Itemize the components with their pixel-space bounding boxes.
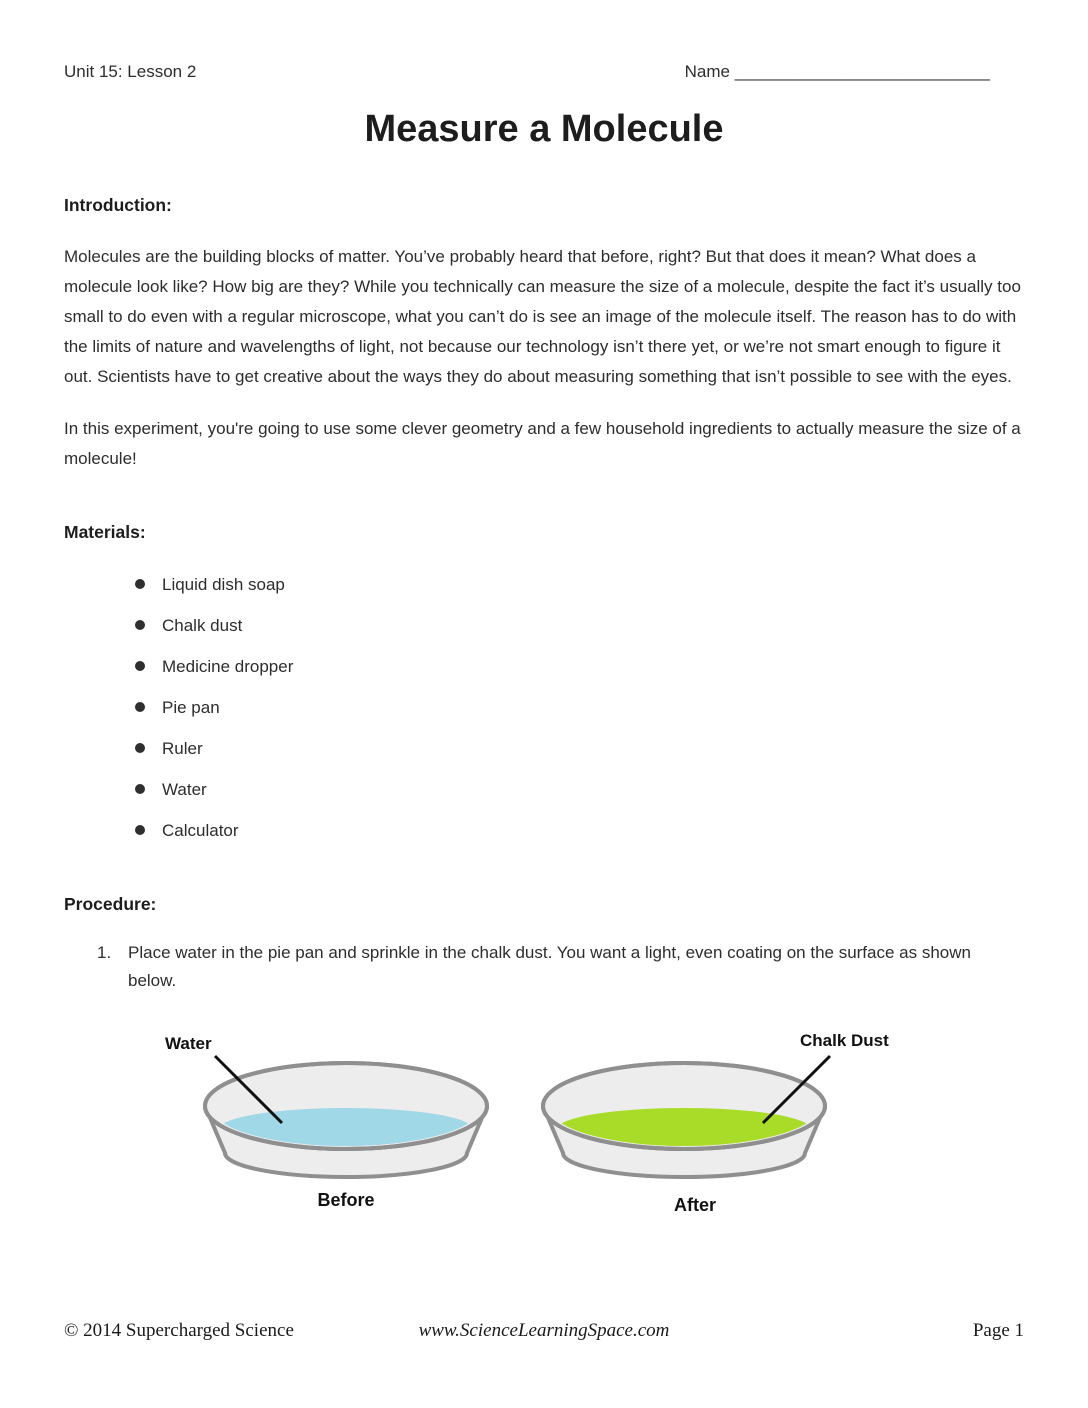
intro-paragraph-1: Molecules are the building blocks of matter. You’ve probably heard that before, right? But that does it mean? What does a molecule look like? How big are they? While you technically can measure the size of a molecule, despite the fact it’s usually too small to do even with a regular microscope, what you can’t do is see an image of the molecule itself. The reason has to do with the limits of nature and wavelengths of light, not because our technology isn’t there yet, or we’re not smart enough to figure it out. Scientists have to get creative about the ways they do about measuring something that isn’t possible to see with the eyes.	[64, 247, 1021, 386]
material-item-label: Water	[162, 780, 207, 799]
page-number: Page 1	[972, 1320, 1024, 1341]
introduction-heading: Introduction:	[64, 195, 172, 215]
bullet-icon	[135, 702, 145, 712]
after-pan	[543, 1031, 889, 1215]
material-item-label: Calculator	[162, 821, 239, 840]
after-caption: After	[673, 1195, 717, 1215]
lesson-label: Unit 15: Lesson 2	[64, 62, 197, 81]
name-label: Name	[684, 62, 730, 81]
list-item	[135, 776, 1024, 803]
list-item	[135, 571, 1024, 598]
name-field	[685, 62, 1024, 82]
chalk-dust-label: Chalk Dust	[800, 1031, 889, 1050]
before-caption: Before	[317, 1190, 375, 1210]
material-item-label: Pie pan	[162, 698, 220, 717]
website-text: www.ScienceLearningSpace.com	[418, 1320, 670, 1341]
list-item	[135, 612, 1024, 639]
before-pan	[165, 1034, 487, 1210]
step-number: 1.	[97, 943, 112, 962]
procedure-step-1	[97, 939, 1024, 995]
bullet-icon	[135, 579, 145, 589]
page-header	[64, 0, 1024, 82]
materials-list	[135, 571, 1024, 844]
list-item	[135, 817, 1024, 844]
page-title: Measure a Molecule	[364, 108, 724, 150]
step-text: Place water in the pie pan and sprinkle in the chalk dust. You want a light, even coating on the surface as shown below.	[128, 943, 971, 990]
bullet-icon	[135, 825, 145, 835]
list-item	[135, 694, 1024, 721]
materials-heading: Materials:	[64, 522, 146, 542]
material-item-label: Liquid dish soap	[162, 575, 285, 594]
material-item-label: Chalk dust	[162, 616, 243, 635]
bullet-icon	[135, 784, 145, 794]
bullet-icon	[135, 661, 145, 671]
bullet-icon	[135, 743, 145, 753]
pie-pan-diagram	[64, 1023, 1024, 1223]
name-blank-line: ___________________________	[734, 62, 990, 81]
intro-paragraph-2: In this experiment, you're going to use some clever geometry and a few household ingredients to actually measure the size of a molecule!	[64, 419, 1021, 468]
bullet-icon	[135, 620, 145, 630]
material-item-label: Ruler	[162, 739, 203, 758]
material-item-label: Medicine dropper	[162, 657, 294, 676]
list-item	[135, 735, 1024, 762]
copyright-text: © 2014 Supercharged Science	[64, 1320, 294, 1341]
page-footer	[64, 1320, 1024, 1342]
pie-pan-diagram-svg	[64, 1023, 1024, 1223]
procedure-heading: Procedure:	[64, 894, 157, 914]
list-item	[135, 653, 1024, 680]
water-label: Water	[165, 1034, 212, 1053]
